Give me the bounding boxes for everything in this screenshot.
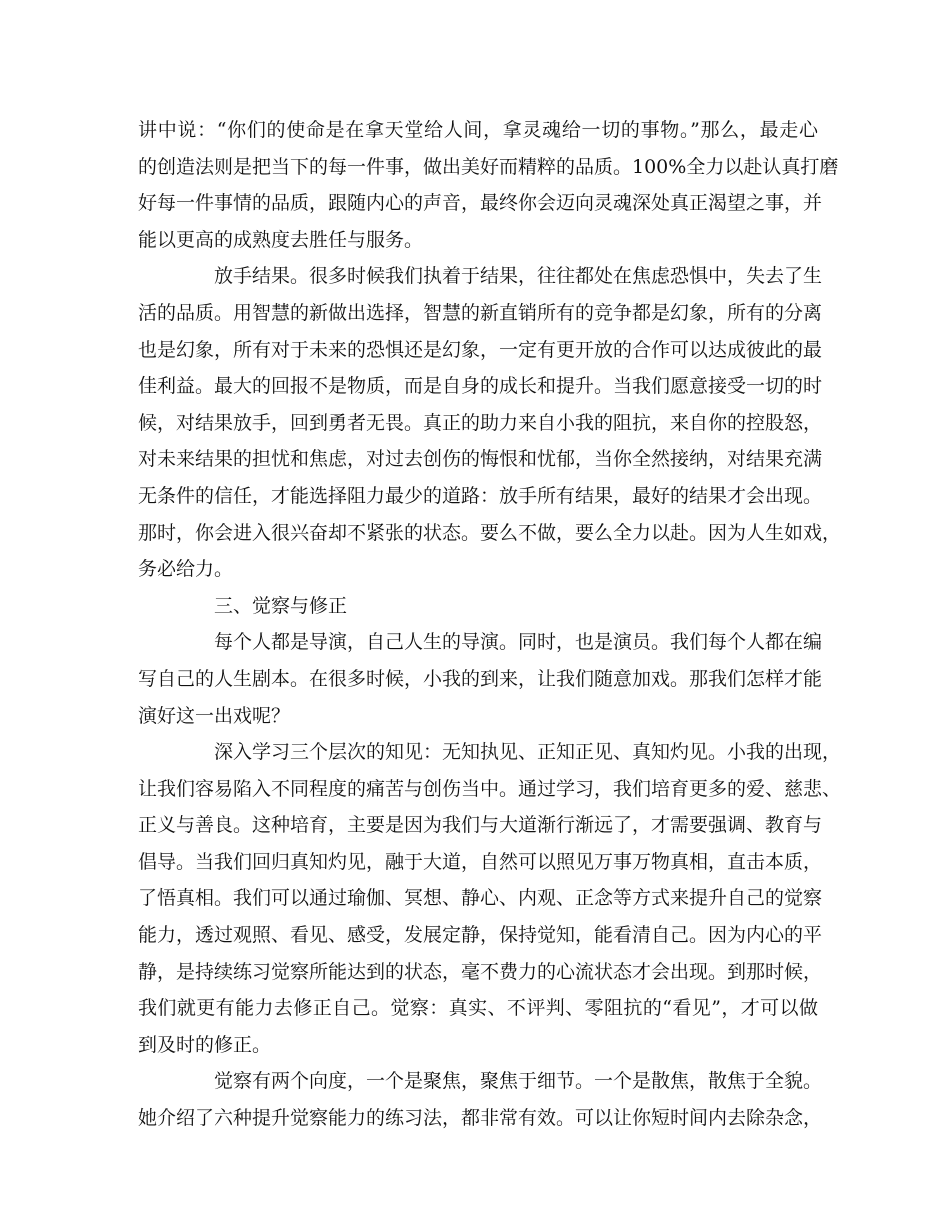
- text-line: 倡导。当我们回归真知灼见，融于大道，自然可以照见万事万物真相，直击本质，: [138, 850, 823, 873]
- text-line: 讲中说：“你们的使命是在拿天堂给人间，拿灵魂给一切的事物。”那么，最走心: [138, 119, 818, 141]
- text-line: 我们就更有能力去修正自己。觉察：真实、不评判、零阻抗的“看见”，才可以做: [138, 997, 818, 1020]
- text-line: 能以更高的成熟度去胜任与服务。: [138, 228, 424, 251]
- text-line: 静，是持续练习觉察所能达到的状态，毫不费力的心流状态才会出现。到那时候，: [138, 960, 823, 983]
- text-line: 每个人都是导演，自己人生的导演。同时，也是演员。我们每个人都在编: [214, 631, 823, 654]
- text-line: 无条件的信任，才能选择阻力最少的道路：放手所有结果，最好的结果才会出现。: [138, 484, 823, 507]
- document-body: [138, 112, 842, 1137]
- text-line: 能力，透过观照、看见、感受，发展定静，保持觉知，能看清自己。因为内心的平: [138, 924, 823, 947]
- text-line: 放手结果。很多时候我们执着于结果，往往都处在焦虑恐惧中，失去了生: [214, 265, 823, 288]
- text-line: 她介绍了六种提升觉察能力的练习法，都非常有效。可以让你短时间内去除杂念，: [138, 1107, 823, 1130]
- text-line: 务必给力。: [138, 558, 234, 581]
- text-line: 正义与善良。这种培育，主要是因为我们与大道渐行渐远了，才需要强调、教育与: [138, 814, 823, 837]
- text-line: 演好这一出戏呢？: [138, 704, 291, 727]
- text-line: 那时，你会进入很兴奋却不紧张的状态。要么不做，要么全力以赴。因为人生如戏，: [138, 521, 842, 544]
- text-line: 对未来结果的担忧和焦虑，对过去创伤的悔恨和忧郁，当你全然接纳，对结果充满: [138, 448, 823, 471]
- text-line: 三、觉察与修正: [214, 594, 348, 617]
- text-line: 好每一件事情的品质，跟随内心的声音，最终你会迈向灵魂深处真正渴望之事，并: [138, 192, 823, 215]
- text-line: 觉察有两个向度，一个是聚焦，聚焦于细节。一个是散焦，散焦于全貌。: [214, 1070, 823, 1093]
- text-line: 到及时的修正。: [138, 1033, 272, 1056]
- text-line: 写自己的人生剧本。在很多时候，小我的到来，让我们随意加戏。那我们怎样才能: [138, 667, 823, 690]
- text-line: 深入学习三个层次的知见：无知执见、正知正见、真知灼见。小我的出现，: [214, 741, 842, 764]
- text-line: 佳利益。最大的回报不是物质，而是自身的成长和提升。当我们愿意接受一切的时: [138, 375, 823, 398]
- text-line: 让我们容易陷入不同程度的痛苦与创伤当中。通过学习，我们培育更多的爱、慈悲、: [138, 777, 842, 800]
- text-line: 也是幻象，所有对于未来的恐惧还是幻象，一定有更开放的合作可以达成彼此的最: [138, 338, 823, 361]
- text-line: 候，对结果放手，回到勇者无畏。真正的助力来自小我的阻抗，来自你的控股怒，: [138, 411, 823, 434]
- text-line: 的创造法则是把当下的每一件事，做出美好而精粹的品质。100%全力以赴认真打磨: [138, 155, 839, 178]
- text-line: 了悟真相。我们可以通过瑜伽、冥想、静心、内观、正念等方式来提升自己的觉察: [138, 887, 823, 910]
- text-line: 活的品质。用智慧的新做出选择，智慧的新直销所有的竞争都是幻象，所有的分离: [138, 301, 823, 324]
